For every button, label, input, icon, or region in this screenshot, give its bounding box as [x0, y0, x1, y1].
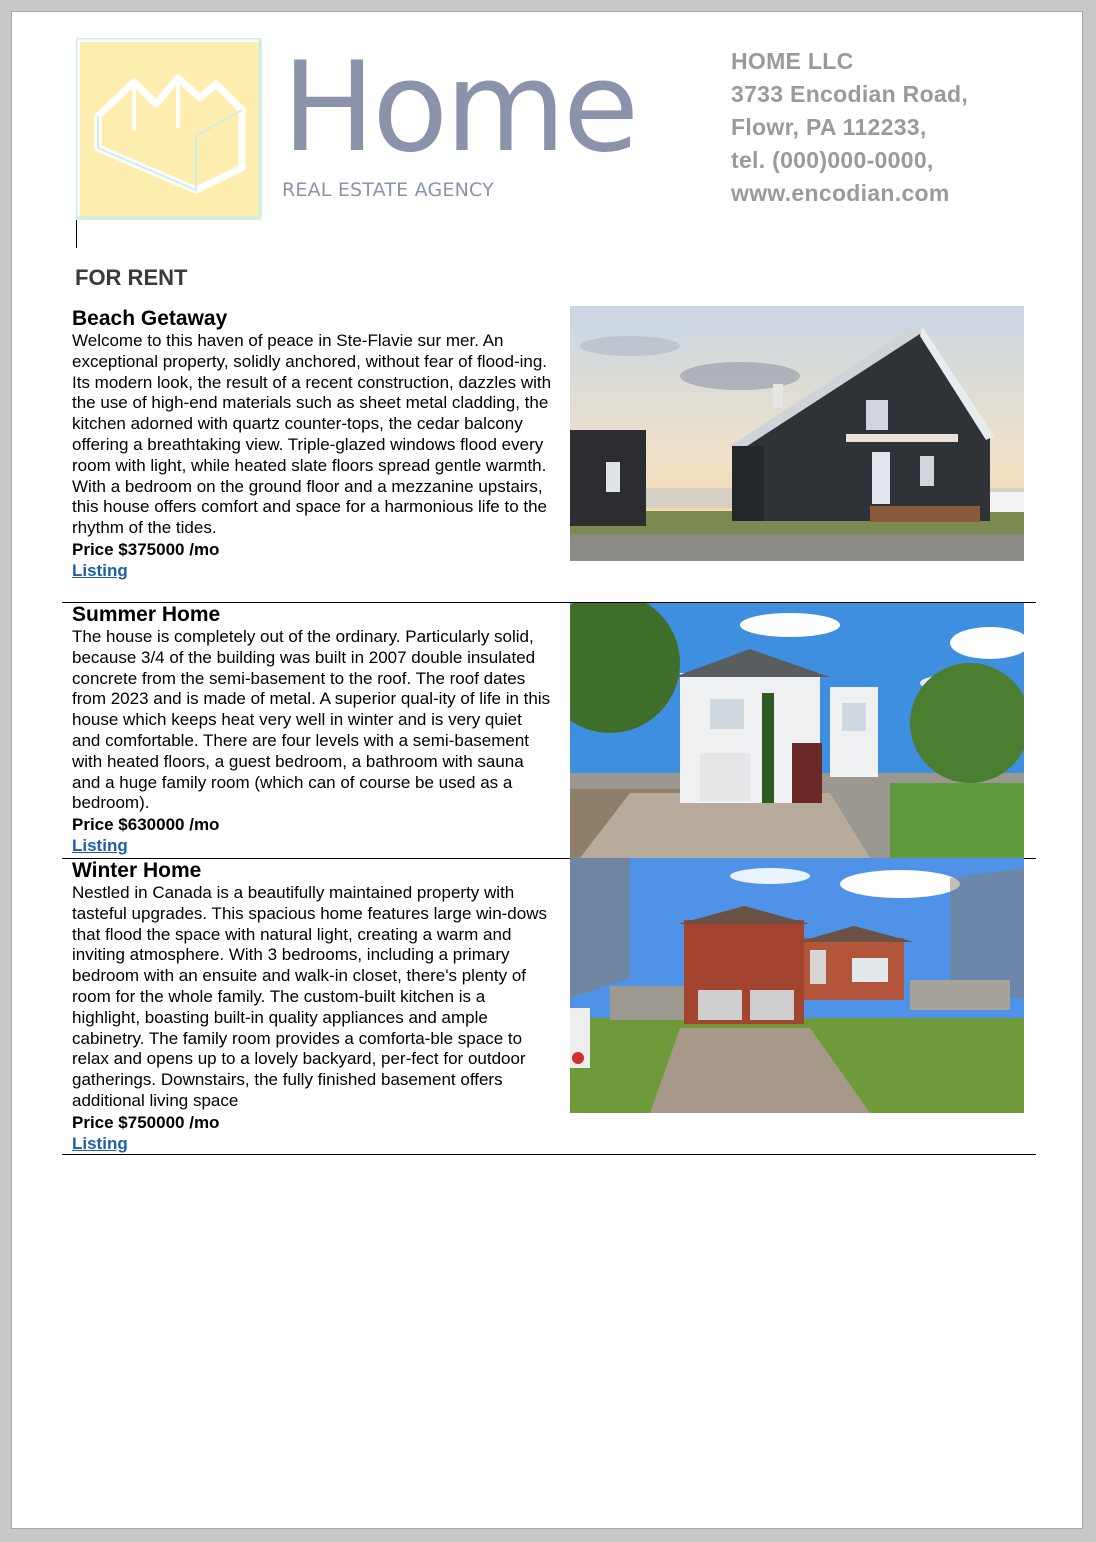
listing-title: Summer Home — [72, 603, 221, 626]
listing-description: The house is completely out of the ordinary. Particularly solid, because 3/4 of the building was built in 2007 double insulated concrete from the semi-basement to the roof. The roof dates from 2023 and is made of metal. A superior qual-ity of life in this house which keeps heat very well in winter and is very quiet and comfortable. There are four levels with a semi-basement with heated floors, a guest bedroom, a bathroom with sauna and a huge family room (which can of course be used as a bedroom). — [72, 627, 551, 813]
listing-price: Price $750000 /mo — [72, 1112, 220, 1132]
listing-text — [72, 602, 554, 856]
address-street: 3733 Encodian Road, — [731, 81, 969, 107]
listing-card — [62, 602, 1036, 858]
house-logo-icon — [76, 38, 266, 223]
company-address — [731, 45, 968, 210]
logo-wordmark: Home — [282, 36, 637, 180]
listing-card — [62, 858, 1036, 1154]
listing-photo — [570, 306, 1024, 561]
listing-photo — [570, 858, 1024, 1113]
section-title: FOR RENT — [75, 265, 188, 290]
listing-price: Price $630000 /mo — [72, 815, 220, 835]
listing-link[interactable]: Listing — [72, 836, 128, 856]
logo-tagline: REAL ESTATE AGENCY — [282, 179, 494, 201]
document-page — [11, 11, 1083, 1529]
listing-text — [72, 306, 554, 581]
company-logo — [76, 38, 666, 248]
listing-divider — [62, 1154, 1036, 1155]
listing-photo — [570, 603, 1024, 858]
listing-price: Price $375000 /mo — [72, 539, 220, 559]
address-city: Flowr, PA 112233, — [731, 114, 927, 140]
listing-link[interactable]: Listing — [72, 1133, 128, 1153]
company-name: HOME LLC — [731, 48, 854, 74]
listing-text — [72, 858, 554, 1154]
text-cursor — [76, 220, 77, 248]
listing-link[interactable]: Listing — [72, 560, 128, 580]
address-phone: tel. (000)000-0000, — [731, 147, 934, 173]
listing-card — [62, 306, 1036, 602]
listing-title: Winter Home — [72, 859, 202, 882]
listing-description: Nestled in Canada is a beautifully maintained property with tasteful upgrades. This spacious home features large win-dows that flood the space with natural light, creating a warm and inviting atmosphere. With 3 bedrooms, including a primary bedroom with an ensuite and walk-in closet, there's plenty of room for the whole family. The custom-built kitchen is a highlight, boasting built-in quality appliances and ample cabinetry. The family room provides a comforta-ble space to relax and opens up to a lovely backyard, per-fect for outdoor gatherings. Downstairs, the fully finished basement offers additional living space — [72, 883, 547, 1110]
listing-description: Welcome to this haven of peace in Ste-Flavie sur mer. An exceptional property, solidly anchored, without fear of flood-ing. Its modern look, the result of a recent construction, dazzles with the use of high-end materials such as sheet metal cladding, the kitchen adorned with quartz counter-tops, the cedar balcony offering a breathtaking view. Triple-glazed windows flood every room with light, while heated slate floors spread gentle warmth. With a bedroom on the ground floor and a mezzanine upstairs, this house offers comfort and space for a harmonious life to the rhythm of the tides. — [72, 331, 552, 538]
house-photo-image — [570, 306, 1024, 561]
house-photo-image — [570, 858, 1024, 1113]
house-photo-image — [570, 603, 1024, 858]
address-website: www.encodian.com — [731, 180, 950, 206]
listing-title: Beach Getaway — [72, 307, 228, 330]
